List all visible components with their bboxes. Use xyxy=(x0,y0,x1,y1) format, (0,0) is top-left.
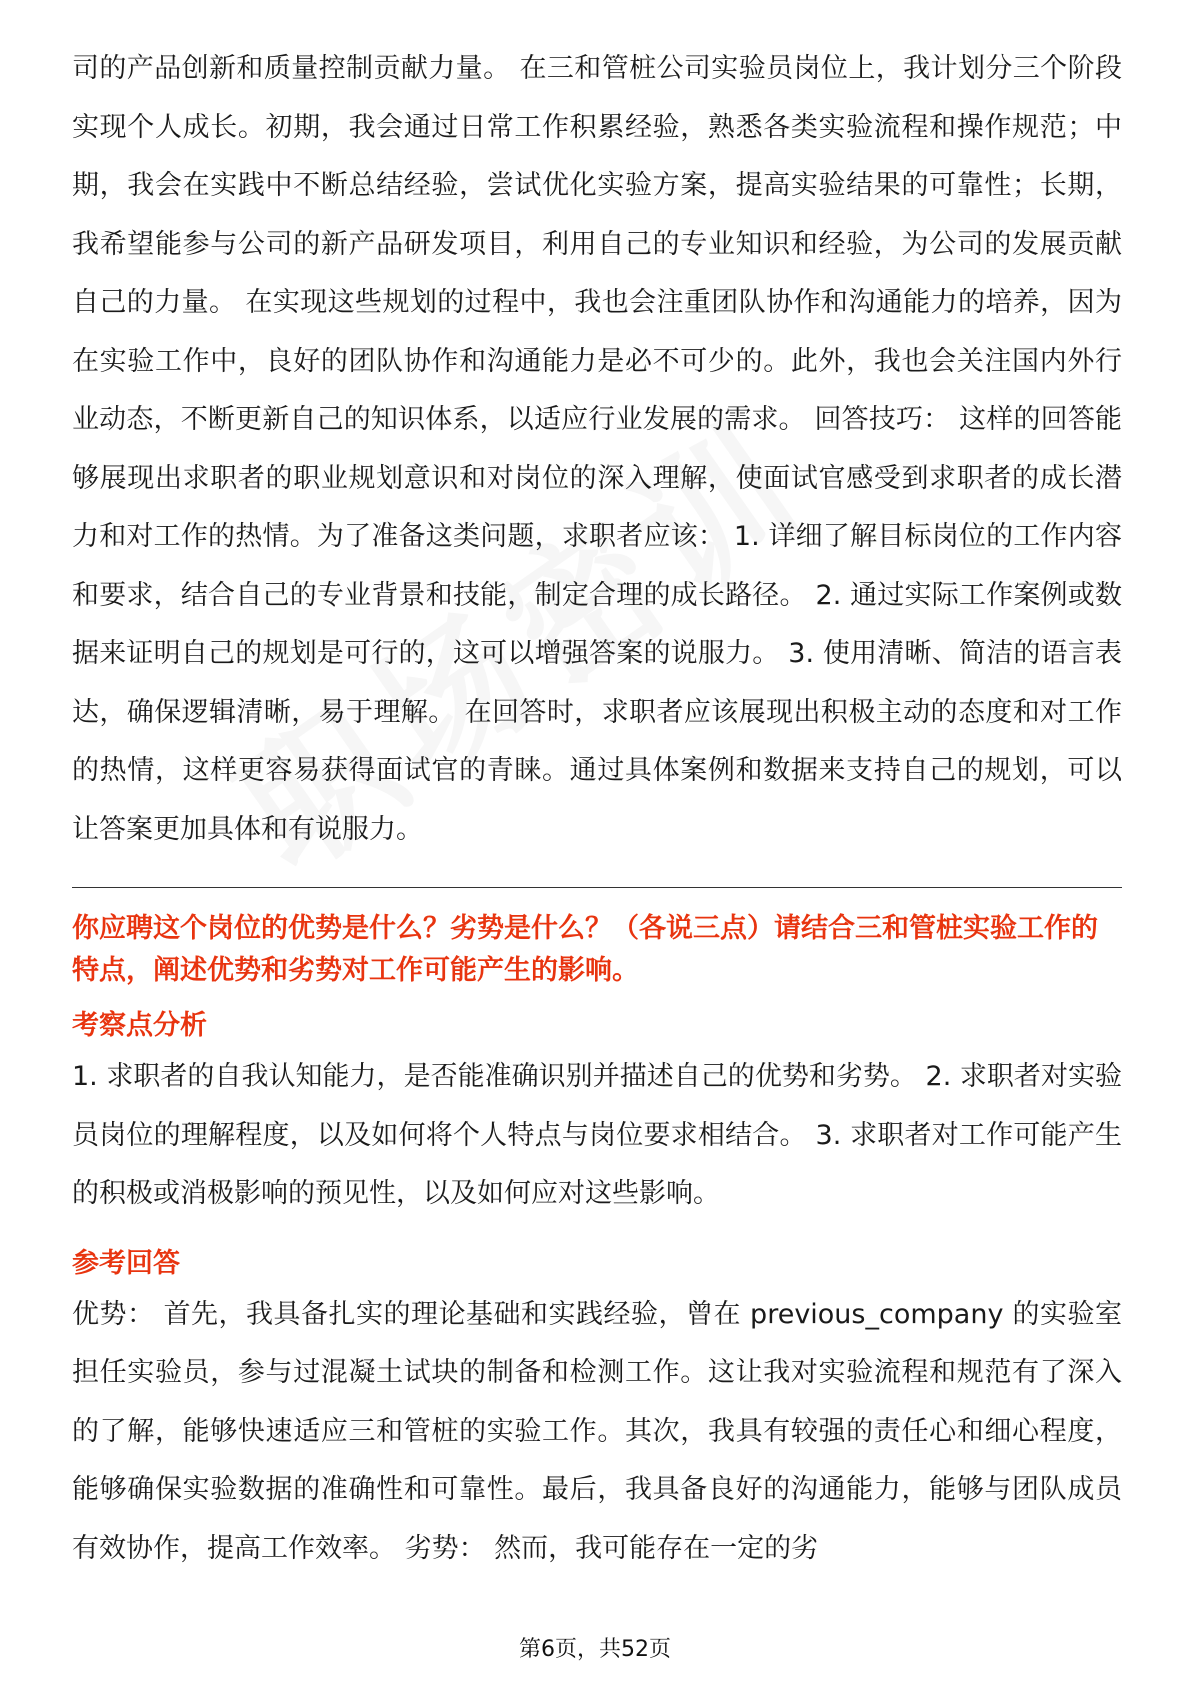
page-content xyxy=(72,40,1122,1578)
answer-text: 优势： 首先，我具备扎实的理论基础和实践经验，曾在 previous_company 的实验室担任实验员，参与过混凝土试块的制备和检测工作。这让我对实验流程和规范有了深入的了解，能够快速适应三和管桩的实验工作。其次，我具有较强的责任心和细心程度，能够确保实验数据的准确性和可靠性。最后，我具备良好的沟通能力，能够与团队成员有效协作，提高工作效率。 劣势： 然而，我可能存在一定的劣 xyxy=(72,1298,1122,1564)
answer-title: 参考回答 xyxy=(72,1247,180,1279)
analysis-title: 考察点分析 xyxy=(72,1010,207,1041)
intro-paragraph: 司的产品创新和质量控制贡献力量。 在三和管桩公司实验员岗位上，我计划分三个阶段实现个人成长。初期，我会通过日常工作积累经验，熟悉各类实验流程和操作规范；中期，我会在实践中不断总结经验，尝试优化实验方案，提高实验结果的可靠性；长期，我希望能参与公司的新产品研发项目，利用自己的专业知识和经验，为公司的发展贡献自己的力量。 在实现这些规划的过程中，我也会注重团队协作和沟通能力的培养，因为在实验工作中，良好的团队协作和沟通能力是必不可少的。此外，我也会关注国内外行业动态，不断更新自己的知识体系，以适应行业发展的需求。 回答技巧： 这样的回答能够展现出求职者的职业规划意识和对岗位的深入理解，使面试官感受到求职者的成长潜力和对工作的热情。为了准备这类问题，求职者应该： 1. 详细了解目标岗位的工作内容和要求，结合自己的专业背景和技能，制定合理的成长路径。 2. 通过实际工作案例或数据来证明自己的规划是可行的，这可以增强答案的说服力。 3. 使用清晰、简洁的语言表达，确保逻辑清晰，易于理解。 在回答时，求职者应该展现出积极主动的态度和对工作的热情，这样更容易获得面试官的青睐。通过具体案例和数据来支持自己的规划，可以让答案更加具体和有说服力。 xyxy=(72,53,1122,845)
section-divider xyxy=(72,887,1122,888)
analysis-text: 1. 求职者的自我认知能力，是否能准确识别并描述自己的优势和劣势。 2. 求职者对实验员岗位的理解程度，以及如何将个人特点与岗位要求相结合。 3. 求职者对工作可能产生的积极或消极影响的预见性，以及如何应对这些影响。 xyxy=(72,1061,1122,1209)
question-heading: 你应聘这个岗位的优势是什么？劣势是什么？（各说三点）请结合三和管桩实验工作的特点，阐述优势和劣势对工作可能产生的影响。 xyxy=(72,913,1098,986)
page-number: 第6页，共52页 xyxy=(519,1637,671,1662)
